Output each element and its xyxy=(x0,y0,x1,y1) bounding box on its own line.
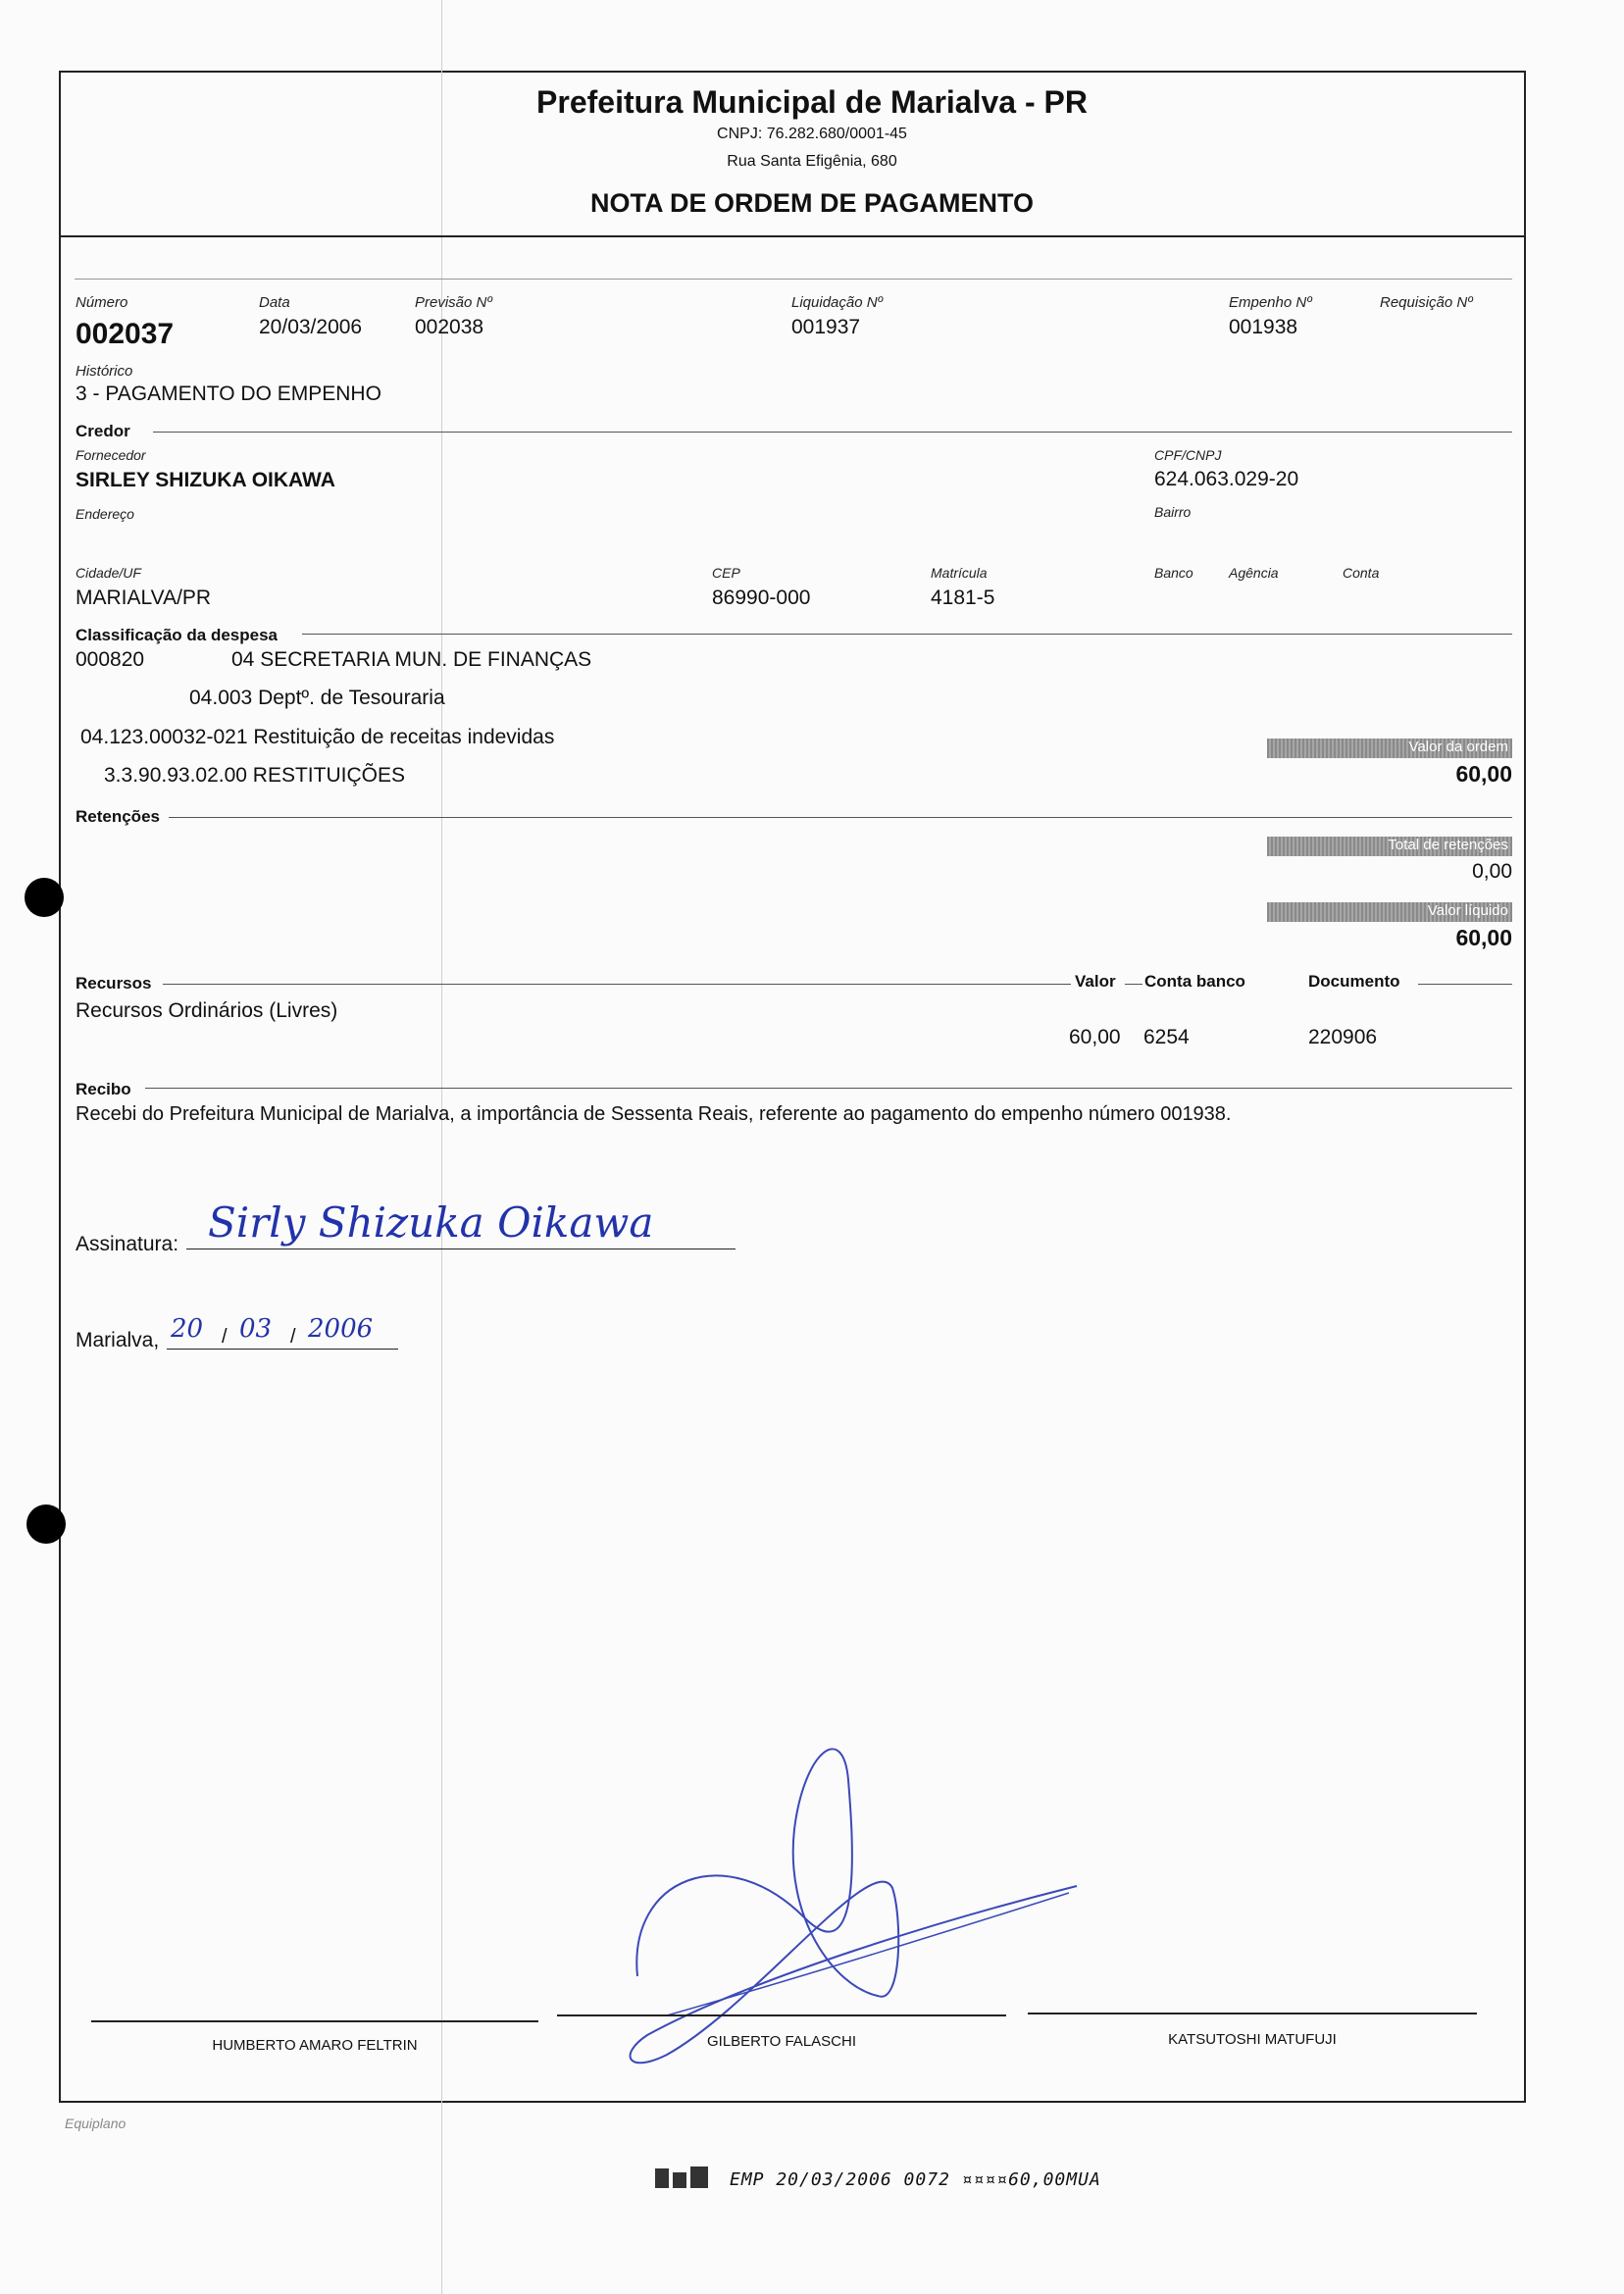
scan-crease-line xyxy=(441,0,442,2294)
signatory-name-2: GILBERTO FALASCHI xyxy=(707,2033,856,2050)
recibo-text: Recebi do Prefeitura Municipal de Marialva, a importância de Sessenta Reais, referente ao pagamento do empenho número 001938. xyxy=(76,1103,1232,1125)
recipient-signature: Sirly Shizuka Oikawa xyxy=(208,1198,654,1247)
total-retencoes-label: Total de retenções xyxy=(1267,837,1512,856)
punch-hole-top xyxy=(25,878,64,917)
classificacao-natureza: 3.3.90.93.02.00 RESTITUIÇÕES xyxy=(104,764,405,787)
recursos-conta-banco-label: Conta banco xyxy=(1144,972,1245,991)
cpf-value: 624.063.029-20 xyxy=(1154,468,1299,490)
handwritten-year: 2006 xyxy=(308,1314,374,1344)
valor-ordem-value: 60,00 xyxy=(1455,761,1512,787)
liquidacao-value: 001937 xyxy=(791,316,861,338)
signatory-line-3 xyxy=(1028,2013,1477,2014)
date-line xyxy=(167,1349,398,1350)
historico-label: Histórico xyxy=(76,363,133,380)
recursos-valor: 60,00 xyxy=(1069,1026,1121,1048)
fornecedor-value: SIRLEY SHIZUKA OIKAWA xyxy=(76,469,335,491)
fornecedor-label: Fornecedor xyxy=(76,447,146,463)
valor-liquido-label: Valor líquido xyxy=(1267,902,1512,922)
matricula-value: 4181-5 xyxy=(931,586,995,609)
document-title: NOTA DE ORDEM DE PAGAMENTO xyxy=(589,188,1034,218)
recibo-section-label: Recibo xyxy=(76,1080,131,1098)
recursos-rule xyxy=(163,984,1071,985)
data-value: 20/03/2006 xyxy=(259,316,363,338)
recursos-section-label: Recursos xyxy=(76,974,152,993)
header-divider xyxy=(59,235,1526,237)
recursos-documento-label: Documento xyxy=(1308,972,1400,991)
valor-liquido-value: 60,00 xyxy=(1455,925,1512,950)
signatory-name-3: KATSUTOSHI MATUFUJI xyxy=(1168,2031,1337,2048)
signatory-line-2 xyxy=(557,2014,1006,2016)
recursos-documento: 220906 xyxy=(1308,1026,1378,1048)
recibo-rule xyxy=(145,1088,1512,1089)
classificacao-departamento: 04.003 Deptº. de Tesouraria xyxy=(189,687,445,709)
cidade-value: MARIALVA/PR xyxy=(76,586,212,609)
signatory-line-1 xyxy=(91,2020,538,2022)
handwritten-day: 20 xyxy=(171,1314,204,1344)
signatory-name-1: HUMBERTO AMARO FELTRIN xyxy=(212,2037,418,2054)
endereco-label: Endereço xyxy=(76,506,134,522)
recursos-mid-rule xyxy=(1125,984,1142,985)
recursos-valor-label: Valor xyxy=(1075,972,1116,991)
recursos-conta-banco: 6254 xyxy=(1143,1026,1190,1048)
classificacao-rule xyxy=(302,634,1512,635)
retencoes-section-label: Retenções xyxy=(76,807,160,826)
cep-value: 86990-000 xyxy=(712,586,811,609)
handwritten-month: 03 xyxy=(239,1314,273,1344)
empenho-value: 001938 xyxy=(1229,316,1298,338)
banco-label: Banco xyxy=(1154,565,1193,581)
total-retencoes-value: 0,00 xyxy=(1472,860,1512,883)
top-thin-rule xyxy=(75,279,1512,280)
org-name: Prefeitura Municipal de Marialva - PR xyxy=(536,84,1088,120)
retencoes-rule xyxy=(169,817,1512,818)
cidade-label: Cidade/UF xyxy=(76,565,141,581)
requisicao-label: Requisição Nº xyxy=(1380,294,1473,311)
previsao-value: 002038 xyxy=(415,316,484,338)
empenho-label: Empenho Nº xyxy=(1229,294,1312,311)
agencia-label: Agência xyxy=(1229,565,1279,581)
data-label: Data xyxy=(259,294,290,311)
classificacao-section-label: Classificação da despesa xyxy=(76,626,279,644)
credor-rule xyxy=(153,432,1512,433)
cep-label: CEP xyxy=(712,565,740,581)
classificacao-secretaria: 04 SECRETARIA MUN. DE FINANÇAS xyxy=(231,648,592,671)
org-address: Rua Santa Efigênia, 680 xyxy=(727,153,897,170)
local-label: Marialva, xyxy=(76,1329,160,1351)
cpf-label: CPF/CNPJ xyxy=(1154,447,1222,463)
recursos-fonte: Recursos Ordinários (Livres) xyxy=(76,999,338,1022)
authentication-stamp: EMP 20/03/2006 0072 ¤¤¤¤60,00MUA xyxy=(730,2169,1101,2190)
date-separator-1: / xyxy=(222,1326,228,1348)
numero-value: 002037 xyxy=(76,318,175,350)
previsao-label: Previsão Nº xyxy=(415,294,492,311)
classificacao-funcional: 04.123.00032-021 Restituição de receitas indevidas xyxy=(80,726,555,748)
punch-hole-bottom xyxy=(26,1504,66,1544)
org-cnpj: CNPJ: 76.282.680/0001-45 xyxy=(717,126,907,142)
credor-section-label: Credor xyxy=(76,422,130,440)
conta-label: Conta xyxy=(1343,565,1380,581)
software-label: Equiplano xyxy=(65,2116,127,2131)
valor-ordem-label: Valor da ordem xyxy=(1267,739,1512,758)
date-separator-2: / xyxy=(290,1326,296,1348)
numero-label: Número xyxy=(76,294,128,311)
bairro-label: Bairro xyxy=(1154,504,1192,520)
liquidacao-label: Liquidação Nº xyxy=(791,294,884,311)
historico-value: 3 - PAGAMENTO DO EMPENHO xyxy=(76,382,381,405)
bank-logo-icon xyxy=(655,2167,710,2192)
assinatura-label: Assinatura: xyxy=(76,1233,179,1255)
classificacao-code: 000820 xyxy=(76,648,145,671)
matricula-label: Matrícula xyxy=(931,565,988,581)
recursos-end-rule xyxy=(1418,984,1512,985)
